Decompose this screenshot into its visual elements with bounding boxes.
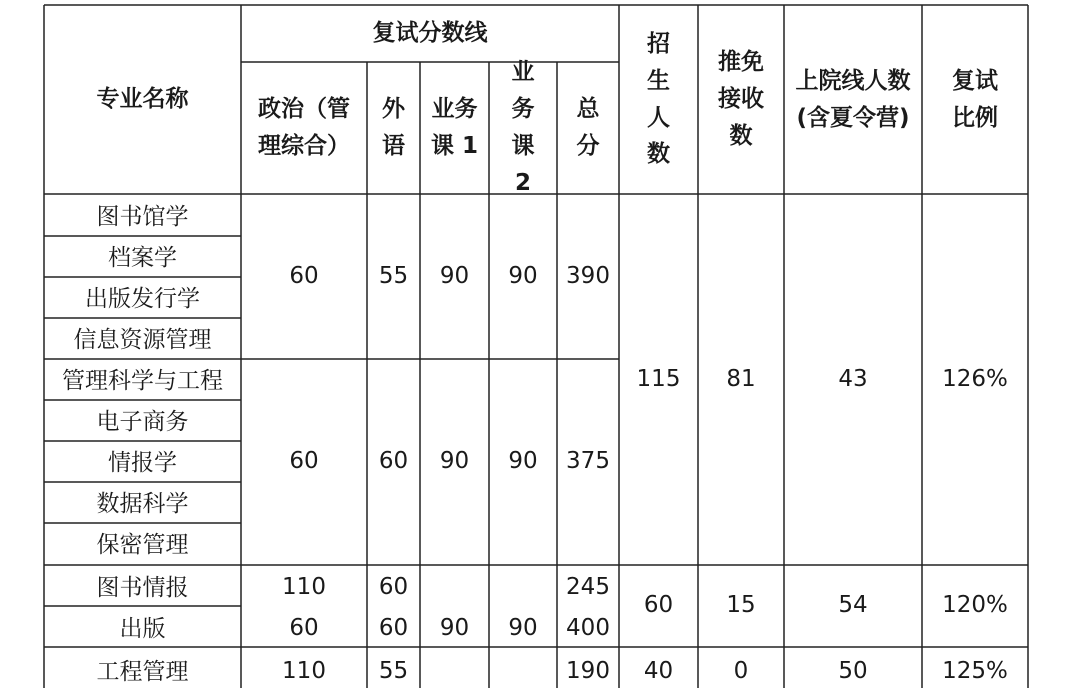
foreign-language-score: 55 (378, 658, 409, 685)
course-1-score: 90 (439, 448, 470, 475)
course-1-score: 90 (439, 262, 470, 289)
header-politics: 政治（管理综合） (258, 96, 350, 159)
enrollment-count: 40 (643, 658, 674, 685)
above-line-count: 50 (838, 658, 868, 685)
total-score: 375 (566, 448, 610, 475)
major-name: 出版 (119, 615, 166, 642)
politics-score: 60 (289, 615, 319, 642)
course-1-score (420, 654, 489, 690)
exempt-count: 15 (726, 592, 756, 619)
total-score: 390 (566, 262, 610, 289)
foreign-language-score: 55 (378, 262, 409, 289)
course-1-score: 90 (439, 615, 470, 642)
above-line-count: 54 (838, 592, 868, 619)
header-ratio: 复试比例 (952, 67, 998, 131)
retest-ratio: 125% (942, 658, 1008, 685)
politics-score: 110 (282, 574, 326, 601)
header-course-2: 业务课 2 (511, 59, 535, 196)
retest-ratio: 126% (942, 365, 1008, 392)
header-major: 专业名称 (96, 86, 189, 113)
total-score: 400 (566, 615, 610, 642)
major-name: 工程管理 (96, 658, 189, 685)
major-name: 档案学 (108, 245, 177, 271)
politics-score: 60 (289, 448, 319, 475)
header-course-1: 业务课 1 (430, 96, 478, 159)
course-2-score: 90 (508, 262, 538, 289)
major-name: 图书情报 (96, 574, 189, 601)
course-1-score (420, 570, 489, 606)
foreign-language-score: 60 (378, 448, 409, 475)
total-score: 245 (566, 574, 610, 601)
total-score: 190 (566, 658, 610, 685)
major-name: 数据科学 (96, 491, 189, 517)
header-enrollment: 招生人数 (647, 30, 670, 168)
header-foreign-language: 外语 (382, 96, 405, 159)
header-total: 总分 (576, 96, 600, 159)
major-name: 保密管理 (96, 532, 189, 558)
politics-score: 110 (282, 658, 326, 685)
major-name: 出版发行学 (85, 286, 200, 312)
course-2-score: 90 (508, 615, 538, 642)
header-exempt: 推免接收数 (718, 49, 764, 149)
foreign-language-score: 60 (378, 574, 409, 601)
retest-ratio: 120% (942, 592, 1008, 619)
exempt-count: 0 (733, 658, 749, 685)
major-name: 情报学 (108, 450, 177, 476)
enrollment-count: 60 (643, 592, 674, 619)
course-2-score: 90 (508, 448, 538, 475)
header-above-line: 上院线人数(含夏令营) (795, 67, 911, 131)
major-name: 图书馆学 (96, 204, 189, 230)
foreign-language-score: 60 (378, 615, 409, 642)
course-2-score (489, 570, 557, 606)
major-name: 管理科学与工程 (62, 368, 223, 394)
course-2-score (489, 654, 557, 690)
enrollment-count: 115 (636, 365, 681, 392)
major-name: 信息资源管理 (73, 327, 212, 353)
header-retest-lines: 复试分数线 (372, 20, 488, 47)
above-line-count: 43 (838, 365, 868, 392)
major-name: 电子商务 (96, 409, 189, 435)
politics-score: 60 (289, 262, 319, 289)
exempt-count: 81 (726, 365, 756, 392)
